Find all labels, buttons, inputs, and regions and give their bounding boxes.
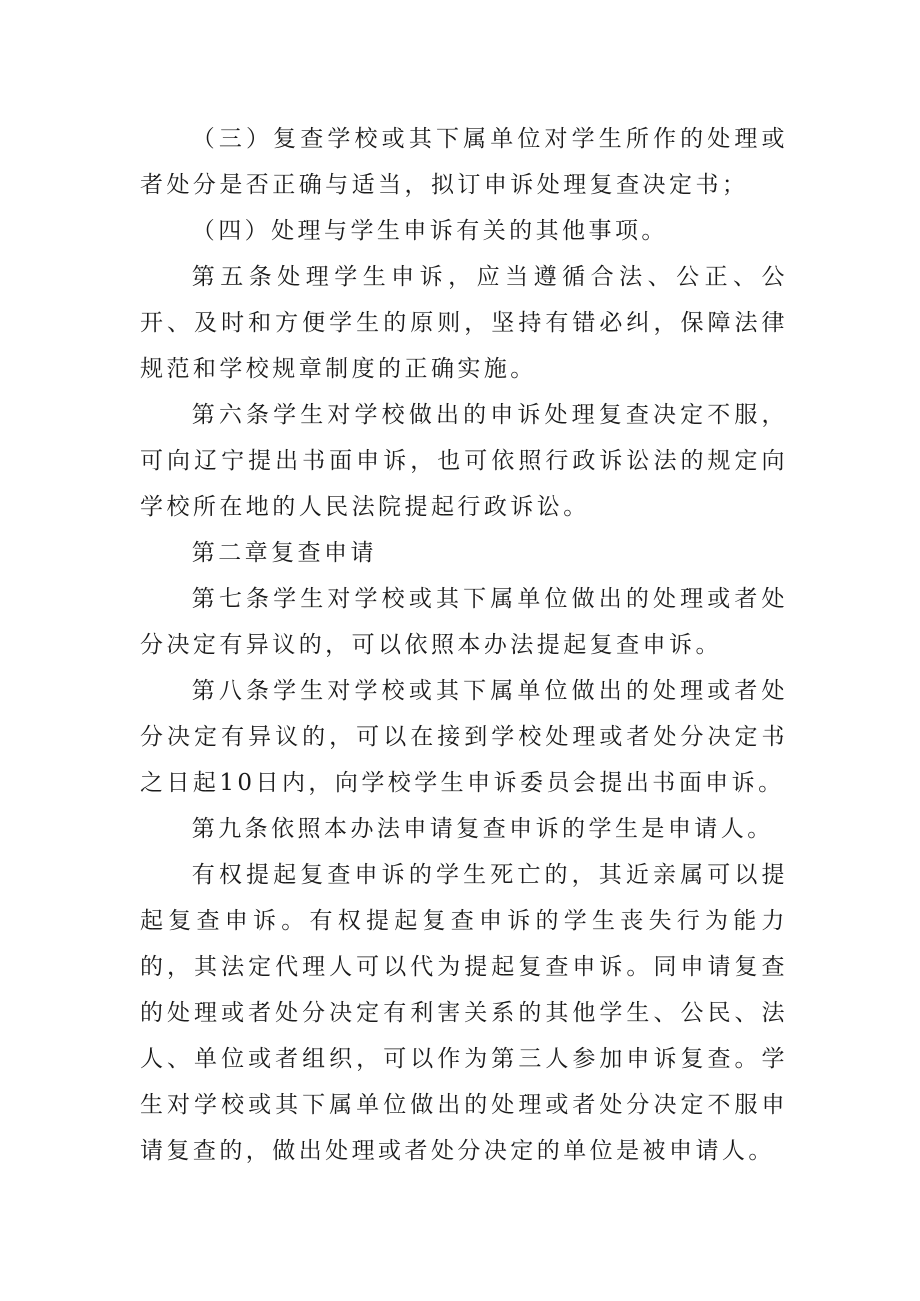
- article-5: 第五条处理学生申诉，应当遵循合法、公正、公开、及时和方便学生的原则，坚持有错必纠，保障法律规范和学校规章制度的正确实施。: [140, 264, 788, 382]
- paragraph-item-4: （四）处理与学生申诉有关的其他事项。: [191, 218, 668, 244]
- document-body: [140, 116, 788, 1174]
- article-7: 第七条学生对学校或其下属单位做出的处理或者处分决定有异议的，可以依照本办法提起复查申诉。: [140, 586, 788, 658]
- paragraph-item-3: （三）复查学校或其下属单位对学生所作的处理或者处分是否正确与适当，拟订申诉处理复查决定书；: [140, 126, 788, 198]
- article-8: 第八条学生对学校或其下属单位做出的处理或者处分决定有异议的，可以在接到学校处理或者处分决定书之日起10日内，向学校学生申诉委员会提出书面申诉。: [140, 678, 788, 796]
- article-9: 第九条依照本办法申请复查申诉的学生是申请人。: [191, 816, 774, 842]
- chapter-heading: 第二章复查申请: [191, 540, 377, 566]
- article-9-detail: 有权提起复查申诉的学生死亡的，其近亲属可以提起复查申诉。有权提起复查申诉的学生丧失行为能力的，其法定代理人可以代为提起复查申诉。同申请复查的处理或者处分决定有利害关系的其他学生、公民、法人、单位或者组织，可以作为第三人参加申诉复查。学生对学校或其下属单位做出的处理或者处分决定不服申请复查的，做出处理或者处分决定的单位是被申请人。: [140, 862, 788, 1164]
- article-6: 第六条学生对学校做出的申诉处理复查决定不服，可向辽宁提出书面申诉，也可依照行政诉讼法的规定向学校所在地的人民法院提起行政诉讼。: [140, 402, 788, 520]
